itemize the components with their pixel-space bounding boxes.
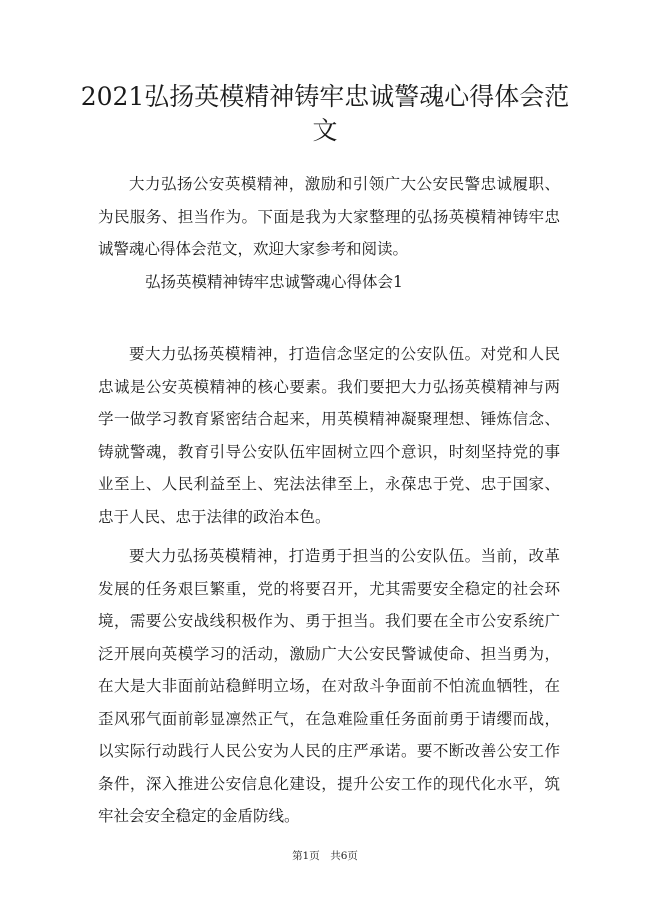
- intro-paragraph: 大力弘扬公安英模精神，激励和引领广大公安民警忠诚履职、为民服务、担当作为。下面是我为大家整理的弘扬英模精神铸牢忠诚警魂心得体会范文，欢迎大家参考和阅读。: [98, 175, 560, 258]
- body-paragraph: 要大力弘扬英模精神，打造信念坚定的公安队伍。对党和人民忠诚是公安英模精神的核心要素。我们要把大力弘扬英模精神与两学一做学习教育紧密结合起来，用英模精神凝聚理想、锤炼信念、铸就警魂，教育引导公安队伍牢固树立四个意识，时刻坚持党的事业至上、人民利益至上、宪法法律至上，永葆忠于党、忠于国家、忠于人民、忠于法律的政治本色。: [98, 345, 560, 526]
- page-number-footer: 第1页 共6页: [292, 850, 358, 862]
- section-heading: 弘扬英模精神铸牢忠诚警魂心得体会1: [145, 273, 403, 291]
- document-title: 2021弘扬英模精神铸牢忠诚警魂心得体会范文: [80, 82, 570, 145]
- body-paragraph: 要大力弘扬英模精神，打造勇于担当的公安队伍。当前，改革发展的任务艰巨繁重，党的将要召开，尤其需要安全稳定的社会环境，需要公安战线积极作为、勇于担当。我们要在全市公安系统广泛开展向英模学习的活动，激励广大公安民警诚使命、担当勇为，在大是大非面前站稳鲜明立场，在对敌斗争面前不怕流血牺牲，在歪风邪气面前彰显凛然正气，在急难险重任务面前勇于请缨而战，以实际行动践行人民公安为人民的庄严承诺。要不断改善公安工作条件，深入推进公安信息化建设，提升公安工作的现代化水平，筑牢社会安全稳定的金盾防线。: [98, 547, 560, 825]
